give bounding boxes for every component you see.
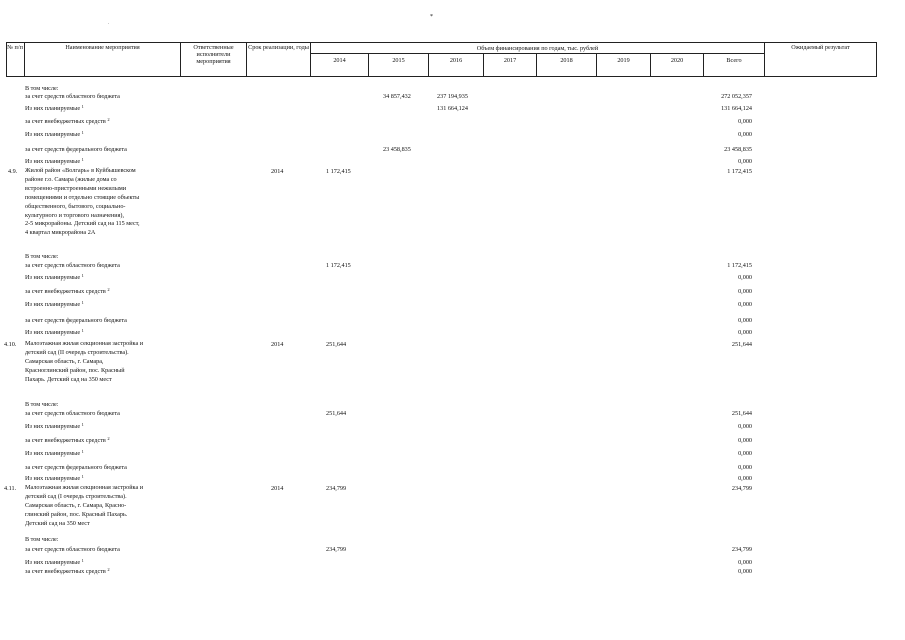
header-num: № п/п <box>7 44 23 51</box>
row-label: за счет средств федерального бюджета <box>25 317 127 324</box>
header-year: 2015 <box>392 57 405 64</box>
row-label: Из них планируемые $^1$ <box>25 300 84 308</box>
value-2014: 1 172,415 <box>326 262 351 269</box>
value-total: 0,000 <box>738 450 752 457</box>
table-row <box>0 287 905 296</box>
value-total: 0,000 <box>738 559 752 566</box>
table-row <box>0 117 905 126</box>
footnote-mark: 1 <box>81 474 84 479</box>
item-name-line: помещениями и отдельно стоящие объекты <box>25 193 140 201</box>
item-name <box>25 484 143 529</box>
item-name-line: детский сад (II очередь строительства). <box>25 348 129 356</box>
table-row <box>0 130 905 139</box>
item-value-2014: 234,799 <box>326 485 347 492</box>
row-label: Из них планируемые $^1$ <box>25 104 84 112</box>
table-row <box>0 328 905 337</box>
footnote-mark: 2 <box>107 287 110 292</box>
value-total: 0,000 <box>738 437 752 444</box>
value-2014: 234,799 <box>326 546 347 553</box>
table-row <box>0 545 905 554</box>
row-label: за счет внебюджетных средств $^2$ <box>25 567 110 575</box>
value-2016: 131 664,124 <box>437 105 468 112</box>
row-label: за счет средств областного бюджета <box>25 546 120 553</box>
value-2015: 34 857,432 <box>383 93 411 100</box>
item-term: 2014 <box>271 485 284 492</box>
value-total: 23 458,835 <box>724 146 752 153</box>
footnote-mark: 1 <box>81 130 84 135</box>
row-label: за счет внебюджетных средств $^2$ <box>25 287 110 295</box>
table-row <box>0 273 905 282</box>
row-label: Из них планируемые $^1$ <box>25 130 84 138</box>
table-row <box>0 104 905 113</box>
footnote-mark: 2 <box>107 567 110 572</box>
header-year: 2014 <box>333 57 346 64</box>
table-row <box>0 422 905 431</box>
item-name-line: Жилой район «Волгарь» в Куйбышевском <box>25 167 136 174</box>
header-year: 2016 <box>449 57 463 64</box>
table-row <box>0 567 905 576</box>
item-name-line: глинский район, пос. Красный Пахарь. <box>25 510 128 518</box>
footnote-mark: 1 <box>81 449 84 454</box>
header-term: Срок реализации, годы <box>248 44 309 51</box>
footnote-mark: 1 <box>81 422 84 427</box>
row-label: за счет средств областного бюджета <box>25 93 120 100</box>
value-total: 0,000 <box>738 118 752 125</box>
table-row <box>0 261 905 270</box>
value-total: 0,000 <box>738 423 752 430</box>
header-result: Ожидаемый результат <box>791 44 850 51</box>
footnote-mark: 1 <box>81 104 84 109</box>
value-total: 0,000 <box>738 288 752 295</box>
item-name-line: Детский сад на 350 мест <box>25 519 90 527</box>
table-row <box>0 449 905 458</box>
item-name <box>25 340 143 385</box>
item-value-total: 234,799 <box>731 485 752 492</box>
table-row <box>0 145 905 154</box>
value-total: 0,000 <box>738 274 752 281</box>
table-row <box>0 474 905 483</box>
item-name <box>25 167 140 238</box>
value-total: 251,644 <box>731 410 752 417</box>
header-year: 2018 <box>560 57 573 64</box>
value-total: 0,000 <box>738 464 752 471</box>
value-total: 272 052,357 <box>721 93 752 100</box>
item-name-line: общественного, бытового, социально- <box>25 202 126 210</box>
value-total: 234,799 <box>731 546 752 553</box>
item-number: 4.11. <box>4 485 17 492</box>
row-label: Из них планируемые $^1$ <box>25 474 84 482</box>
header-name: Наименование мероприятия <box>65 44 140 51</box>
table-row <box>0 436 905 445</box>
table-row <box>0 316 905 325</box>
row-label: за счет средств областного бюджета <box>25 410 120 417</box>
table-row <box>0 400 905 409</box>
footnote-mark: 1 <box>81 328 84 333</box>
table-row <box>0 409 905 418</box>
value-total: 131 664,124 <box>721 105 752 112</box>
table-row <box>0 92 905 101</box>
row-label: Из них планируемые $^1$ <box>25 273 84 281</box>
item-value-total: 251,644 <box>731 341 752 348</box>
item-value-total: 1 172,415 <box>727 168 752 175</box>
row-label: за счет внебюджетных средств $^2$ <box>25 436 110 444</box>
item-term: 2014 <box>271 341 284 348</box>
table-row <box>0 463 905 472</box>
value-total: 0,000 <box>738 568 752 575</box>
item-name-line: районе г.о. Самара (жилые дома со <box>25 175 117 183</box>
value-2016: 237 194,935 <box>437 93 468 100</box>
row-label: Из них планируемые $^1$ <box>25 449 84 457</box>
value-2014: 251,644 <box>326 410 347 417</box>
item-term: 2014 <box>271 168 284 175</box>
value-total: 0,000 <box>738 131 752 138</box>
row-label: В том числе: <box>25 253 59 260</box>
item-number: 4.10. <box>4 341 17 348</box>
row-label: за счет средств федерального бюджета <box>25 146 127 153</box>
row-label: Из них планируемые $^1$ <box>25 558 84 566</box>
item-name-line: культурного и торгового назначения), <box>25 211 125 219</box>
footnote-mark: 1 <box>81 273 84 278</box>
header-year: 2020 <box>670 57 684 64</box>
table-row <box>0 157 905 166</box>
value-total: 0,000 <box>738 317 752 324</box>
item-name-line: Малоэтажная жилая секционная застройка и <box>25 484 144 491</box>
table-row <box>0 252 905 261</box>
header-funding: Объем финансирования по годам, тыс. рублей <box>476 45 599 52</box>
header-year: 2017 <box>503 57 517 64</box>
item-name-line: Самарская область, г. Самара, Красно- <box>25 501 127 509</box>
value-total: 0,000 <box>738 475 752 482</box>
row-label: за счет средств федерального бюджета <box>25 464 127 471</box>
footnote-mark: 1 <box>81 157 84 162</box>
footnote-mark: 1 <box>81 300 84 305</box>
item-name-line: Малоэтажная жилая секционная застройка и <box>25 340 144 347</box>
table-row <box>0 300 905 309</box>
row-label: Из них планируемые $^1$ <box>25 422 84 430</box>
row-label: В том числе: <box>25 85 59 92</box>
page-number: * <box>430 14 433 20</box>
item-name-line: Самарская область, г. Самара, <box>25 357 104 365</box>
value-total: 1 172,415 <box>727 262 752 269</box>
row-label: Из них планируемые $^1$ <box>25 157 84 165</box>
table-row <box>0 558 905 567</box>
footnote-mark: 2 <box>107 117 110 122</box>
value-total: 0,000 <box>738 329 752 336</box>
item-number: 4.9. <box>8 168 18 175</box>
value-total: 0,000 <box>738 158 752 165</box>
item-name-line: Пахарь. Детский сад на 350 мест <box>25 375 112 383</box>
header-total: Всего <box>726 57 742 64</box>
value-total: 0,000 <box>738 301 752 308</box>
item-value-2014: 1 172,415 <box>326 168 351 175</box>
row-label: за счет внебюджетных средств $^2$ <box>25 117 110 125</box>
header-executors: Ответственные исполнители мероприятия <box>193 44 234 65</box>
row-label: Из них планируемые $^1$ <box>25 328 84 336</box>
scan-dot: . <box>108 21 110 26</box>
table-row <box>0 535 905 544</box>
value-2015: 23 458,835 <box>383 146 411 153</box>
item-value-2014: 251,644 <box>326 341 347 348</box>
row-label: за счет средств областного бюджета <box>25 262 120 269</box>
item-name-line: 2-5 микрорайоны. Детский сад на 115 мест, <box>25 220 140 228</box>
footnote-mark: 1 <box>81 558 84 563</box>
item-name-line: 4 квартал микрорайона 2А <box>25 229 96 237</box>
header-year: 2019 <box>617 57 630 64</box>
item-name-line: Красноглинский район, пос. Красный <box>25 366 125 374</box>
item-name-line: встроенно-пристроенными нежилыми <box>25 184 127 192</box>
item-name-line: детский сад (I очередь строительства). <box>25 492 127 500</box>
footnote-mark: 2 <box>107 436 110 441</box>
row-label: В том числе: <box>25 401 59 408</box>
row-label: В том числе: <box>25 536 59 543</box>
